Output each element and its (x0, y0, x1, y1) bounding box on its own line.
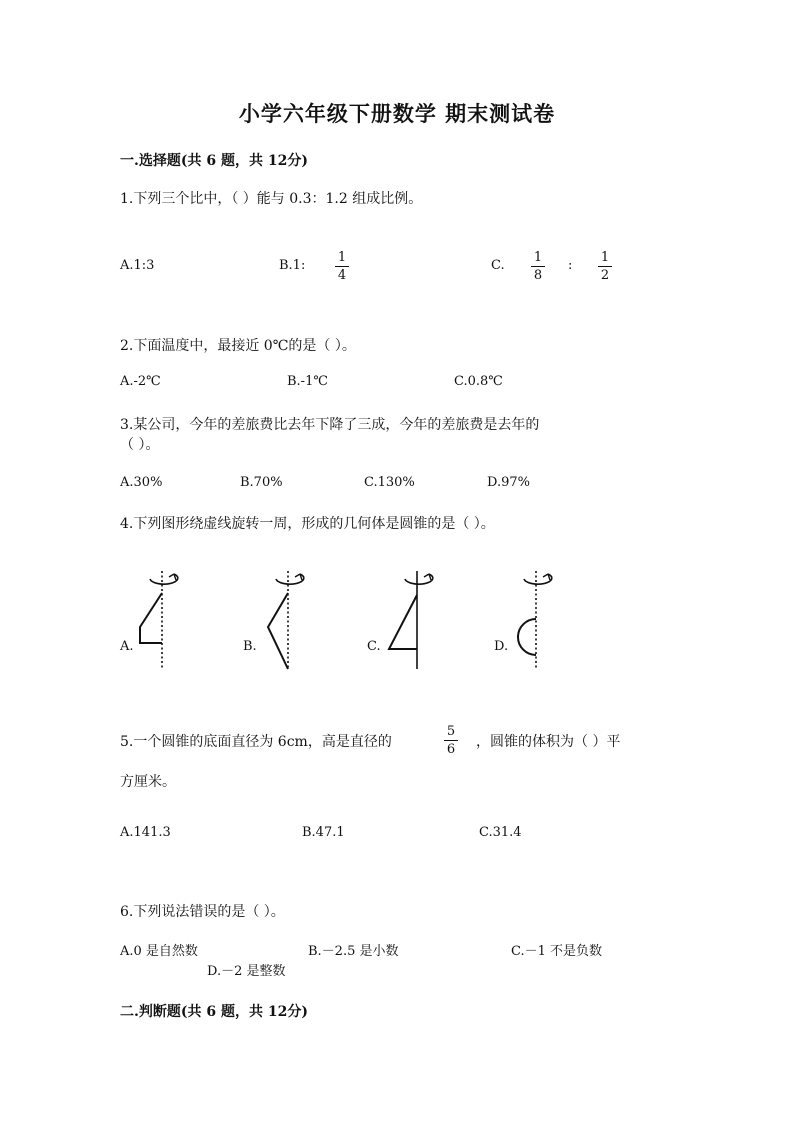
fraction-denominator: 8 (533, 268, 543, 283)
question-2-text: 2.下面温度中，最接近 0℃的是（ ）。 (120, 338, 356, 354)
question-4-figure-c (385, 565, 445, 675)
question-1-option-b: B.1: (279, 258, 306, 273)
fraction-denominator: 2 (600, 268, 610, 283)
question-1-text: 1.下列三个比中，（ ）能与 0.3：1.2 组成比例。 (120, 191, 423, 207)
question-4-figure-b (262, 565, 322, 675)
question-4-option-b: B. (243, 639, 257, 654)
question-5-text-before: 5.一个圆锥的底面直径为 6cm，高是直径的 (120, 734, 392, 750)
question-1-option-b-fraction (335, 250, 349, 283)
section-heading-judgement: 二.判断题(共 6 题，共 12分) (120, 1004, 308, 1020)
question-3-option-b: B.70% (240, 475, 283, 490)
question-6-text: 6.下列说法错误的是（ ）。 (120, 904, 285, 920)
question-6-option-d: D.－2 是整数 (207, 964, 286, 979)
question-1-option-c-fraction-2 (598, 250, 612, 283)
fraction-numerator: 1 (533, 250, 543, 265)
question-3-text-line-1: 3.某公司，今年的差旅费比去年下降了三成，今年的差旅费是去年的 (120, 417, 540, 433)
question-1-option-c: C. (491, 258, 505, 273)
question-4-option-c: C. (367, 639, 381, 654)
question-1-option-c-colon: : (568, 258, 573, 273)
question-1-option-a: A.1:3 (120, 258, 155, 273)
section-heading-choice: 一.选择题(共 6 题，共 12分) (120, 153, 308, 169)
question-1-option-c-fraction-1 (531, 250, 545, 283)
question-4-option-d: D. (494, 639, 509, 654)
question-3-option-d: D.97% (487, 475, 530, 490)
question-3-option-c: C.130% (364, 475, 415, 490)
fraction-numerator: 1 (337, 250, 347, 265)
question-5-option-b: B.47.1 (302, 825, 345, 840)
question-4-figure-a (130, 565, 190, 675)
question-2-option-c: C.0.8℃ (454, 374, 503, 389)
question-4-figure-d (510, 565, 570, 675)
question-5-text-line-2: 方厘米。 (120, 774, 176, 790)
page-title: 小学六年级下册数学 期末测试卷 (238, 101, 556, 126)
question-5-text-after: ，圆锥的体积为（ ）平 (476, 734, 621, 750)
question-5-option-a: A.141.3 (120, 825, 171, 840)
question-3-option-a: A.30% (120, 475, 163, 490)
question-4-option-a: A. (120, 639, 134, 654)
fraction-numerator: 5 (446, 724, 456, 739)
fraction-denominator: 4 (337, 268, 347, 283)
question-5-fraction (444, 724, 458, 757)
question-5-option-c: C.31.4 (479, 825, 522, 840)
question-6-option-a: A.0 是自然数 (120, 944, 198, 959)
question-3-text-line-2: （ ）。 (120, 437, 160, 453)
question-4-text: 4.下列图形绕虚线旋转一周，形成的几何体是圆锥的是（ ）。 (120, 516, 495, 532)
fraction-denominator: 6 (446, 742, 456, 757)
question-2-option-a: A.-2℃ (120, 374, 161, 389)
fraction-numerator: 1 (600, 250, 610, 265)
question-6-option-b: B.－2.5 是小数 (308, 944, 399, 959)
question-6-option-c: C.－1 不是负数 (511, 944, 603, 959)
question-2-option-b: B.-1℃ (287, 374, 328, 389)
